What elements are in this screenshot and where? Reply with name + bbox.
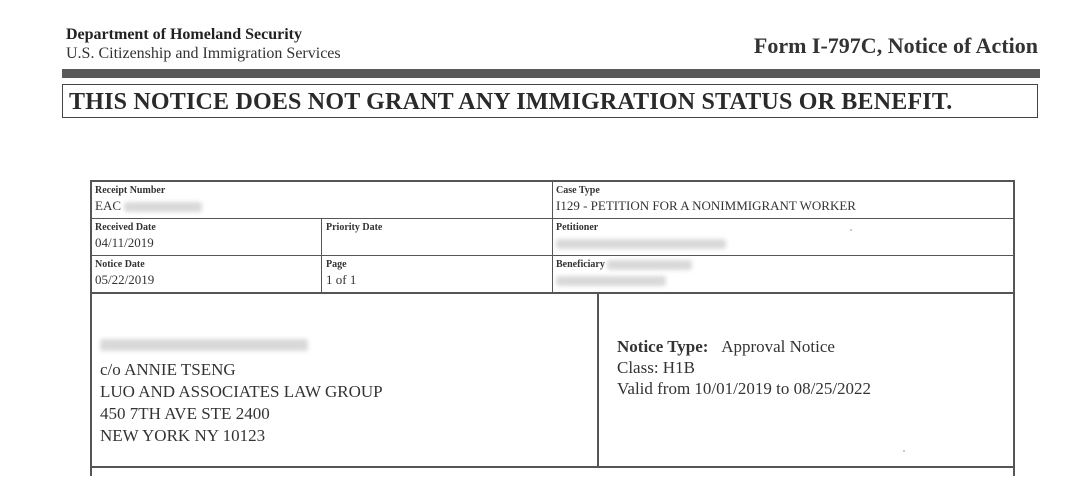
notice-type-value: Approval Notice <box>721 337 835 356</box>
priority-date-cell <box>326 222 382 233</box>
case-type-label: Case Type <box>556 185 600 196</box>
grid-border-bottom <box>90 466 1015 468</box>
received-date-cell <box>95 222 156 251</box>
redaction <box>556 239 726 249</box>
notice-date-value: 05/22/2019 <box>95 272 155 287</box>
address-line: 450 7TH AVE STE 2400 <box>100 404 270 423</box>
redaction <box>124 202 202 212</box>
class-text: Class: H1B <box>617 358 695 377</box>
petitioner-label: Petitioner <box>556 222 599 233</box>
received-date-label: Received Date <box>95 222 156 233</box>
address-line: LUO AND ASSOCIATES LAW GROUP <box>100 382 383 401</box>
beneficiary-cell <box>556 259 692 288</box>
mailing-address <box>100 333 383 447</box>
page-cell <box>326 259 356 288</box>
page-value: 1 of 1 <box>326 272 357 287</box>
grid-divider <box>597 292 599 467</box>
redaction <box>607 260 692 270</box>
notice-info <box>617 336 871 399</box>
address-line: c/o ANNIE TSENG <box>100 360 236 379</box>
agency-name: Department of Homeland Security <box>66 26 302 43</box>
case-type-cell <box>556 185 856 214</box>
grid-border-left <box>90 180 92 476</box>
speck <box>850 229 852 231</box>
petitioner-cell <box>556 222 726 251</box>
receipt-number-cell <box>95 185 202 214</box>
sub-agency-name: U.S. Citizenship and Immigration Services <box>66 45 341 62</box>
form-title: Form I-797C, Notice of Action <box>753 33 1038 58</box>
redaction <box>556 276 666 286</box>
beneficiary-label: Beneficiary <box>556 259 605 270</box>
received-date-value: 04/11/2019 <box>95 235 154 250</box>
notice-date-cell <box>95 259 154 288</box>
header-rule <box>62 69 1040 78</box>
warning-box <box>62 84 1038 118</box>
redaction <box>100 339 308 351</box>
grid-border-right <box>1013 180 1015 476</box>
grid-divider <box>552 180 553 293</box>
warning-text: THIS NOTICE DOES NOT GRANT ANY IMMIGRATION STATUS OR BENEFIT. <box>69 89 953 115</box>
agency-header <box>66 27 341 62</box>
page-label: Page <box>326 259 347 270</box>
address-line: NEW YORK NY 10123 <box>100 426 266 445</box>
receipt-number-value: EAC <box>95 198 121 213</box>
case-type-value: I129 - PETITION FOR A NONIMMIGRANT WORKER <box>556 198 856 213</box>
notice-date-label: Notice Date <box>95 259 145 270</box>
notice-type-label: Notice Type: <box>617 337 709 356</box>
receipt-number-label: Receipt Number <box>95 185 166 196</box>
priority-date-label: Priority Date <box>326 222 383 233</box>
speck <box>903 450 905 452</box>
validity-text: Valid from 10/01/2019 to 08/25/2022 <box>617 379 872 398</box>
grid-divider <box>321 218 322 293</box>
